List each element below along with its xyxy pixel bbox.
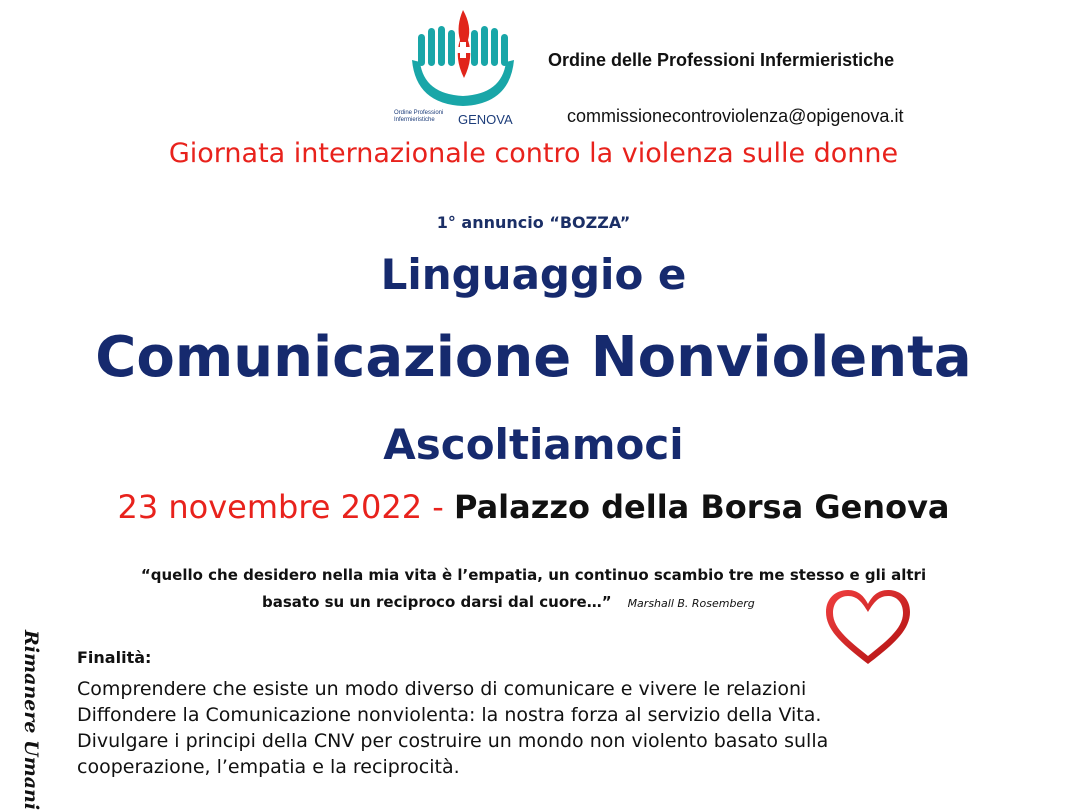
logo-caption [392, 110, 532, 130]
quote-line1: “quello che desidero nella mia vita è l’empatia, un continuo scambio tre me stesso e gli altri [140, 566, 927, 584]
finalita-list [77, 676, 1037, 780]
quote-author: Marshall B. Rosemberg [627, 597, 755, 610]
heart-icon [822, 586, 914, 668]
logo-caption-city: GENOVA [458, 112, 513, 127]
list-item: cooperazione, l’empatia e la reciprocità. [77, 756, 460, 778]
event-date: 23 novembre 2022 - [117, 488, 454, 526]
event-subtitle: Ascoltiamoci [383, 420, 684, 469]
event-venue: Palazzo della Borsa Genova [453, 488, 950, 526]
list-item: Divulgare i principi della CNV per costruire un mondo non violento basato sulla [77, 730, 829, 752]
announcement-label: 1° annuncio “BOZZA” [436, 213, 631, 232]
list-item: Diffondere la Comunicazione nonviolenta: la nostra forza al servizio della Vita. [77, 704, 822, 726]
quote-line2-text: basato su un reciproco darsi dal cuore…” [262, 593, 612, 611]
list-item: Comprendere che esiste un modo diverso di comunicare e vivere le relazioni [77, 678, 807, 700]
day-title: Giornata internazionale contro la violenza sulle donne [168, 138, 899, 169]
organization-name: Ordine delle Professioni Infermieristiche [548, 50, 895, 70]
contact-email[interactable]: commissionecontroviolenza@opigenova.it [567, 106, 904, 126]
finalita-heading: Finalità: [77, 648, 152, 667]
event-title-line1: Linguaggio e [380, 250, 687, 299]
side-motto: Rimanere Umani [20, 630, 42, 810]
event-title-line2: Comunicazione Nonviolenta [95, 325, 972, 390]
logo-caption-small: Ordine Professioni Infermieristiche [394, 110, 444, 123]
quote-line2 [262, 593, 755, 611]
event-date-venue [0, 488, 1067, 526]
